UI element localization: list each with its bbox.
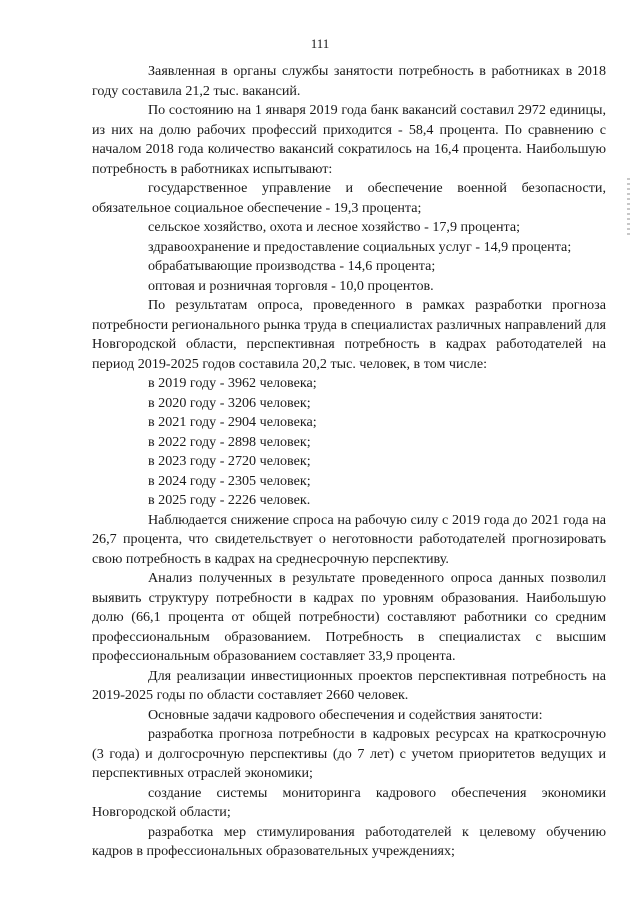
list-item: в 2024 году - 2305 человек; (148, 472, 311, 489)
list-item: обрабатывающие производства - 14,6 процента; (148, 258, 436, 274)
paragraph: создание системы мониторинга кадрового обеспечения экономики Новгородской области; (92, 784, 606, 820)
paragraph: Основные задачи кадрового обеспечения и содействия занятости: (148, 706, 543, 723)
document-body (92, 62, 606, 862)
list-item: в 2019 году - 3962 человека; (148, 375, 317, 391)
list-item: в 2025 году - 2226 человек. (148, 492, 311, 508)
paragraph: Анализ полученных в результате проведенного опроса данных позволил выявить структуру потребности в кадрах по уровням образования. Наибольшую долю (66,1 процента от общей потребности) составляют работники со средним профессиональным образованием. Потребность в специалистах с высшим профессиональным образованием составляет 33,9 процента. (92, 570, 606, 664)
list-item: в 2021 году - 2904 человека; (148, 414, 317, 430)
paragraph: разработка прогноза потребности в кадровых ресурсах на краткосрочную (3 года) и долгосрочную перспективы (до 7 лет) с учетом приоритетов ведущих и перспективных отраслей экономики; (92, 726, 606, 781)
list-item: в 2022 году - 2898 человек; (148, 433, 311, 450)
scan-margin-mark (627, 178, 630, 238)
paragraph: По результатам опроса, проведенного в рамках разработки прогноза потребности регионального рынка труда в специалистах различных направлений для Новгородской области, перспективная потребность в кадрах работодателей на период 2019-2025 годов составила 20,2 тыс. человек, в том числе: (92, 297, 606, 372)
paragraph: Наблюдается снижение спроса на рабочую силу с 2019 года до 2021 года на 26,7 процента, что свидетельствует о неготовности работодателей прогнозировать свою потребность в кадрах на среднесрочную перспективу. (92, 511, 606, 567)
paragraph: По состоянию на 1 января 2019 года банк вакансий составил 2972 единицы, из них на долю рабочих профессий приходится - 58,4 процента. По сравнению с началом 2018 года количество вакансий сократилось на 16,4 процента. Наибольшую потребность в работниках испытывают: (92, 102, 606, 177)
paragraph: разработка мер стимулирования работодателей к целевому обучению кадров в профессиональных образовательных учреждениях; (92, 823, 606, 859)
list-item: сельское хозяйство, охота и лесное хозяйство - 17,9 процента; (148, 219, 520, 235)
list-item: оптовая и розничная торговля - 10,0 процентов. (148, 277, 434, 294)
page-number: 111 (310, 36, 330, 51)
paragraph: Заявленная в органы службы занятости потребность в работниках в 2018 году составила 21,2 тыс. вакансий. (92, 63, 606, 99)
list-item: в 2020 году - 3206 человек; (148, 394, 311, 411)
list-item: здравоохранение и предоставление социальных услуг - 14,9 процента; (148, 238, 572, 255)
paragraph: Для реализации инвестиционных проектов перспективная потребность на 2019-2025 годы по области составляет 2660 человек. (92, 667, 606, 703)
paragraph: государственное управление и обеспечение военной безопасности, обязательное социальное обеспечение - 19,3 процента; (92, 180, 606, 216)
list-item: в 2023 году - 2720 человек; (148, 453, 311, 469)
